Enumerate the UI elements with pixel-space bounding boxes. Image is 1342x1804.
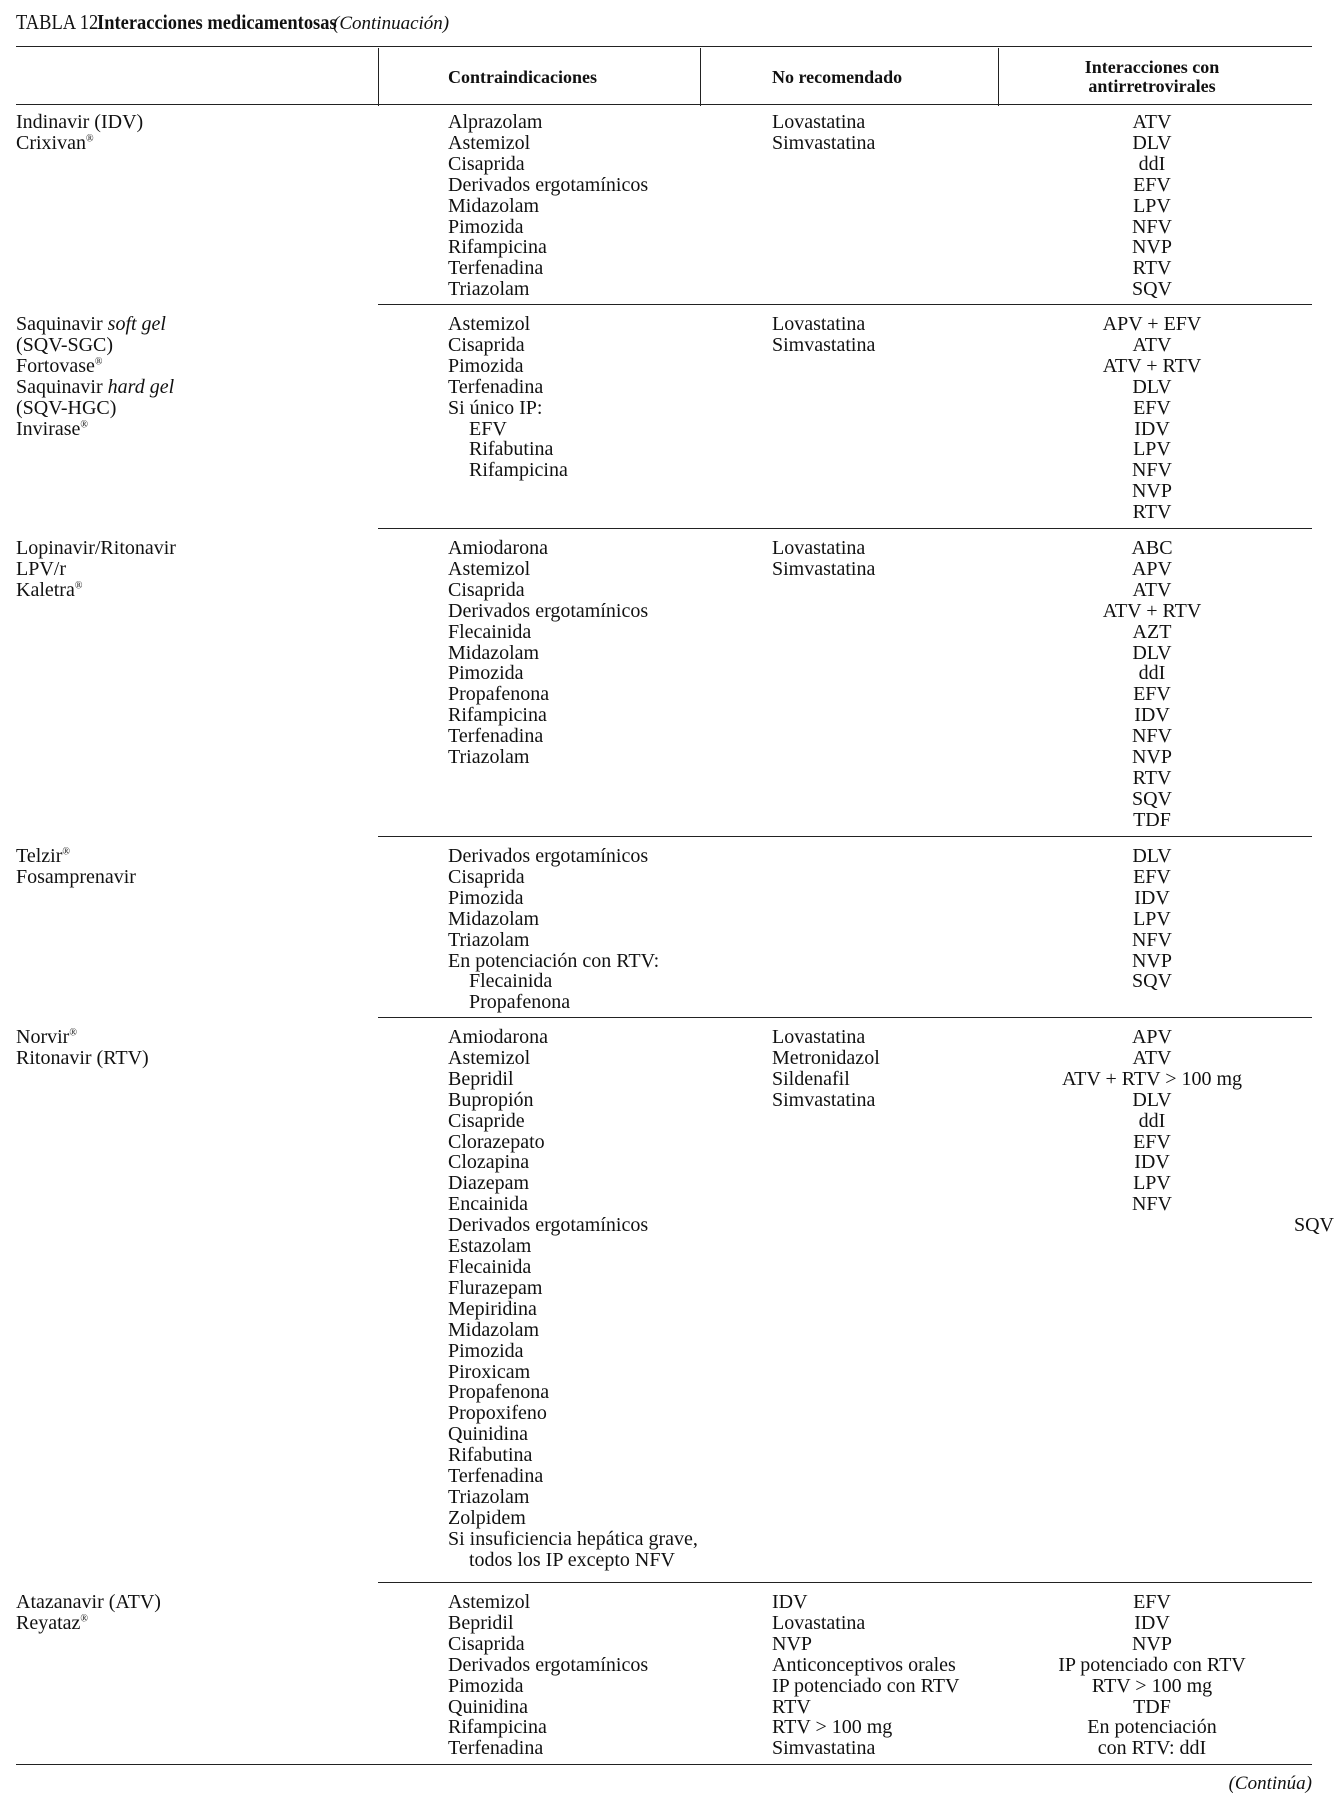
row-divider [378, 304, 1312, 305]
not-recommended-cell [772, 538, 1022, 580]
list-item: Derivados ergotamínicos [448, 1214, 649, 1237]
list-item: Encainida [448, 1193, 528, 1216]
list-item: Astemizol [448, 1591, 531, 1613]
list-item: Lovastatina [772, 111, 866, 133]
list-item: NFV [1131, 1193, 1172, 1216]
list-item: LPV [1133, 907, 1171, 930]
list-item: SQV [1293, 1214, 1334, 1237]
list-item: Propafenona [469, 991, 571, 1014]
list-item: RTV [772, 1695, 811, 1718]
list-item: Quinidina [448, 1695, 528, 1718]
list-item: Flecainida [448, 1255, 532, 1278]
list-item: Astemizol [448, 313, 531, 335]
list-item: Bepridil [448, 1611, 514, 1634]
list-item: Astemizol [448, 1046, 531, 1069]
list-item: AZT [1132, 620, 1172, 643]
drug-name-line: Telzir® [16, 845, 70, 867]
list-item: Rifampicina [469, 459, 568, 482]
list-item: Cisapride [448, 1109, 525, 1132]
list-item: Midazolam [448, 907, 540, 930]
list-item: RTV > 100 mg [772, 1716, 893, 1739]
list-item: Midazolam [448, 194, 540, 217]
drug-name-cell [16, 538, 366, 601]
contraindications-cell [448, 846, 768, 1013]
list-item: Simvastatina [772, 557, 876, 580]
drug-name-line: Invirase® [16, 417, 89, 440]
list-item: Propoxifeno [448, 1402, 547, 1425]
list-item: Lovastatina [772, 1611, 866, 1634]
list-item: NVP [1131, 746, 1172, 769]
list-item: Bepridil [448, 1067, 514, 1090]
header-interactions [1002, 48, 1302, 106]
list-item: Terfenadina [448, 1465, 544, 1488]
list-item: En potenciación [1087, 1716, 1217, 1739]
list-item: RTV [1132, 766, 1172, 789]
continuation-label: (Continuación) [333, 13, 450, 34]
list-item: Triazolam [448, 928, 530, 951]
table-title [16, 10, 449, 40]
list-item: Rifabutina [469, 438, 554, 461]
drug-name-line: Saquinavir soft gel [16, 313, 166, 335]
table-bottom-rule [16, 1764, 1312, 1765]
list-item: ATV [1132, 1046, 1172, 1069]
list-item: Simvastatina [772, 1737, 876, 1760]
list-item: Pimozida [448, 1674, 524, 1697]
list-item: ddI [1138, 662, 1166, 685]
list-item: NFV [1131, 459, 1172, 482]
interactions-cell [1002, 538, 1302, 831]
table-top-rule [16, 46, 1312, 47]
table-header [16, 48, 1312, 106]
list-item: Lovastatina [772, 1026, 866, 1048]
list-item: ATV [1132, 333, 1172, 356]
contraindications-cell [448, 314, 768, 481]
header-not-recommended: No recomendado [772, 66, 903, 87]
not-recommended-cell [772, 314, 1022, 356]
list-item: ddI [1138, 1109, 1166, 1132]
list-item: ATV [1132, 111, 1172, 133]
document-page [16, 0, 1334, 1804]
header-interactions-line2: antirretrovirales [1088, 76, 1216, 96]
list-item: TDF [1133, 1695, 1171, 1718]
contraindications-cell [448, 1027, 768, 1571]
list-item: Terfenadina [448, 1737, 544, 1760]
list-item: DLV [1132, 1088, 1172, 1111]
drug-name-line: Kaletra® [16, 578, 83, 601]
list-item: NFV [1131, 725, 1172, 748]
list-item: Astemizol [448, 131, 531, 154]
list-item: EFV [1133, 683, 1171, 706]
list-item: Estazolam [448, 1235, 532, 1258]
header-separator [378, 48, 379, 106]
drug-name-cell [16, 1592, 366, 1634]
list-item: Diazepam [448, 1172, 530, 1195]
list-item: LPV [1133, 1172, 1171, 1195]
list-item: Pimozida [448, 354, 524, 377]
list-item: Clozapina [448, 1151, 530, 1174]
list-item: EFV [1133, 865, 1171, 888]
list-item: Pimozida [448, 886, 524, 909]
list-item: Amiodarona [448, 1026, 548, 1048]
list-item: LPV [1133, 194, 1171, 217]
list-item: ATV + RTV > 100 mg [1061, 1067, 1243, 1090]
list-item: ddI [1138, 152, 1166, 175]
list-item: DLV [1132, 641, 1172, 664]
list-item: Piroxicam [448, 1360, 531, 1383]
not-recommended-cell [772, 1592, 1022, 1759]
contraindications-cell [448, 1592, 768, 1759]
list-item: todos los IP excepto NFV [469, 1548, 675, 1571]
list-item: Astemizol [448, 557, 531, 580]
list-item: NVP [1131, 236, 1172, 259]
list-item: RTV [1132, 257, 1172, 280]
list-item: Mepiridina [448, 1297, 537, 1320]
list-item: Bupropión [448, 1088, 534, 1111]
list-item: SQV [1131, 787, 1172, 810]
list-item: RTV > 100 mg [1091, 1674, 1213, 1697]
list-item: Flurazepam [448, 1276, 543, 1299]
list-item: Cisaprida [448, 578, 525, 601]
interactions-cell [1002, 846, 1302, 992]
list-item: Rifampicina [448, 236, 547, 259]
list-item: Simvastatina [772, 333, 876, 356]
list-item: Triazolam [448, 746, 530, 769]
list-item: SQV [1131, 278, 1172, 301]
not-recommended-cell [772, 112, 1022, 154]
list-item: IP potenciado con RTV [772, 1674, 960, 1697]
list-item: Triazolam [448, 278, 530, 301]
list-item: Lovastatina [772, 537, 866, 559]
list-item: Cisaprida [448, 152, 525, 175]
list-item: Metronidazol [772, 1046, 880, 1069]
list-item: TDF [1133, 808, 1171, 831]
list-item: Si insuficiencia hepática grave, [448, 1527, 698, 1550]
row-divider [378, 1017, 1312, 1018]
list-item: SQV [1131, 970, 1172, 993]
list-item: EFV [1133, 173, 1171, 196]
header-separator [700, 48, 701, 106]
drug-name-line: (SQV-SGC) [16, 333, 114, 356]
drug-name-line: Crixivan® [16, 131, 94, 154]
list-item: Terfenadina [448, 257, 544, 280]
list-item: IDV [1134, 704, 1170, 727]
list-item: con RTV: ddI [1097, 1737, 1207, 1760]
list-item: Propafenona [448, 683, 550, 706]
list-item: Flecainida [448, 620, 532, 643]
list-item: Sildenafil [772, 1067, 850, 1090]
list-item: Midazolam [448, 1318, 540, 1341]
list-item: Cisaprida [448, 1632, 525, 1655]
header-separator [998, 48, 999, 106]
list-item: ATV [1132, 578, 1172, 601]
drug-name-cell [16, 1027, 366, 1069]
list-item: IDV [1134, 1611, 1170, 1634]
list-item: Pimozida [448, 662, 524, 685]
interactions-cell [1002, 314, 1302, 523]
list-item: Si único IP: [448, 396, 543, 419]
drug-name-cell [16, 112, 366, 154]
drug-name-line: Norvir® [16, 1026, 77, 1048]
list-item: DLV [1132, 131, 1172, 154]
list-item: EFV [1133, 1591, 1171, 1613]
drug-name-line: Indinavir (IDV) [16, 111, 144, 133]
list-item: Lovastatina [772, 313, 866, 335]
list-item: EFV [1133, 396, 1171, 419]
list-item: NVP [1131, 1632, 1172, 1655]
list-item: EFV [469, 417, 507, 440]
list-item: ATV + RTV [1102, 599, 1202, 622]
drug-name-cell [16, 846, 366, 888]
contraindications-cell [448, 538, 768, 768]
list-item: NVP [1131, 480, 1172, 503]
list-item: Derivados ergotamínicos [448, 599, 649, 622]
header-bottom-rule [16, 104, 1312, 105]
list-item: IDV [772, 1591, 808, 1613]
row-divider [378, 836, 1312, 837]
list-item: NFV [1131, 215, 1172, 238]
list-item: RTV [1132, 501, 1172, 524]
list-item: Simvastatina [772, 1088, 876, 1111]
drug-name-line: Fortovase® [16, 354, 103, 377]
list-item: Pimozida [448, 1339, 524, 1362]
list-item: Cisaprida [448, 333, 525, 356]
list-item: ABC [1131, 537, 1173, 559]
not-recommended-cell [772, 1027, 1022, 1111]
list-item: Derivados ergotamínicos [448, 173, 649, 196]
list-item: NVP [1131, 949, 1172, 972]
interactions-cell [1002, 1026, 1334, 1237]
list-item: APV [1131, 557, 1172, 580]
list-item: Rifampicina [448, 1716, 547, 1739]
drug-name-line: (SQV-HGC) [16, 396, 117, 419]
list-item: Derivados ergotamínicos [448, 1653, 649, 1676]
list-item: Flecainida [469, 970, 553, 993]
list-item: Triazolam [448, 1485, 530, 1508]
list-item: Propafenona [448, 1381, 550, 1404]
list-item: Quinidina [448, 1423, 528, 1446]
list-item: DLV [1132, 375, 1172, 398]
list-item: Anticonceptivos orales [772, 1653, 956, 1676]
list-item: Rifampicina [448, 704, 547, 727]
list-item: Amiodarona [448, 537, 548, 559]
drug-name-line: Lopinavir/Ritonavir [16, 537, 176, 559]
list-item: DLV [1132, 845, 1172, 867]
list-item: IP potenciado con RTV [1058, 1653, 1246, 1676]
list-item: Pimozida [448, 215, 524, 238]
list-item: APV [1131, 1026, 1172, 1048]
list-item: IDV [1134, 1151, 1170, 1174]
list-item: Rifabutina [448, 1444, 533, 1467]
header-contraindications: Contraindicaciones [448, 66, 598, 87]
table-number: TABLA 12. [16, 10, 103, 34]
list-item: Cisaprida [448, 865, 525, 888]
drug-name-line: Atazanavir (ATV) [16, 1591, 161, 1613]
continues-note: (Continúa) [1228, 1773, 1312, 1794]
drug-name-line: Reyataz® [16, 1611, 89, 1634]
list-item: IDV [1134, 417, 1170, 440]
interactions-cell [1002, 112, 1302, 300]
list-item: Terfenadina [448, 375, 544, 398]
header-interactions-line1: Interacciones con [1084, 57, 1220, 77]
interactions-cell [1002, 1592, 1302, 1759]
list-item: Terfenadina [448, 725, 544, 748]
list-item: NVP [772, 1632, 813, 1655]
row-divider [378, 1582, 1312, 1583]
list-item: Zolpidem [448, 1506, 526, 1529]
list-item: EFV [1133, 1130, 1171, 1153]
list-item: Simvastatina [772, 131, 876, 154]
row-divider [378, 528, 1312, 529]
drug-name-line: Saquinavir hard gel [16, 375, 175, 398]
list-item: ATV + RTV [1102, 354, 1202, 377]
list-item: Derivados ergotamínicos [448, 845, 649, 867]
drug-name-line: Ritonavir (RTV) [16, 1046, 149, 1069]
drug-name-cell [16, 314, 366, 439]
list-item: NFV [1131, 928, 1172, 951]
list-item: IDV [1134, 886, 1170, 909]
table-name: Interacciones medicamentosas [96, 10, 337, 34]
list-item: Clorazepato [448, 1130, 545, 1153]
list-item: Alprazolam [448, 111, 543, 133]
list-item: APV + EFV [1102, 313, 1202, 335]
contraindications-cell [448, 112, 768, 300]
drug-name-line: LPV/r [16, 557, 66, 580]
list-item: LPV [1133, 438, 1171, 461]
list-item: Midazolam [448, 641, 540, 664]
list-item: En potenciación con RTV: [448, 949, 660, 972]
drug-name-line: Fosamprenavir [16, 865, 136, 888]
